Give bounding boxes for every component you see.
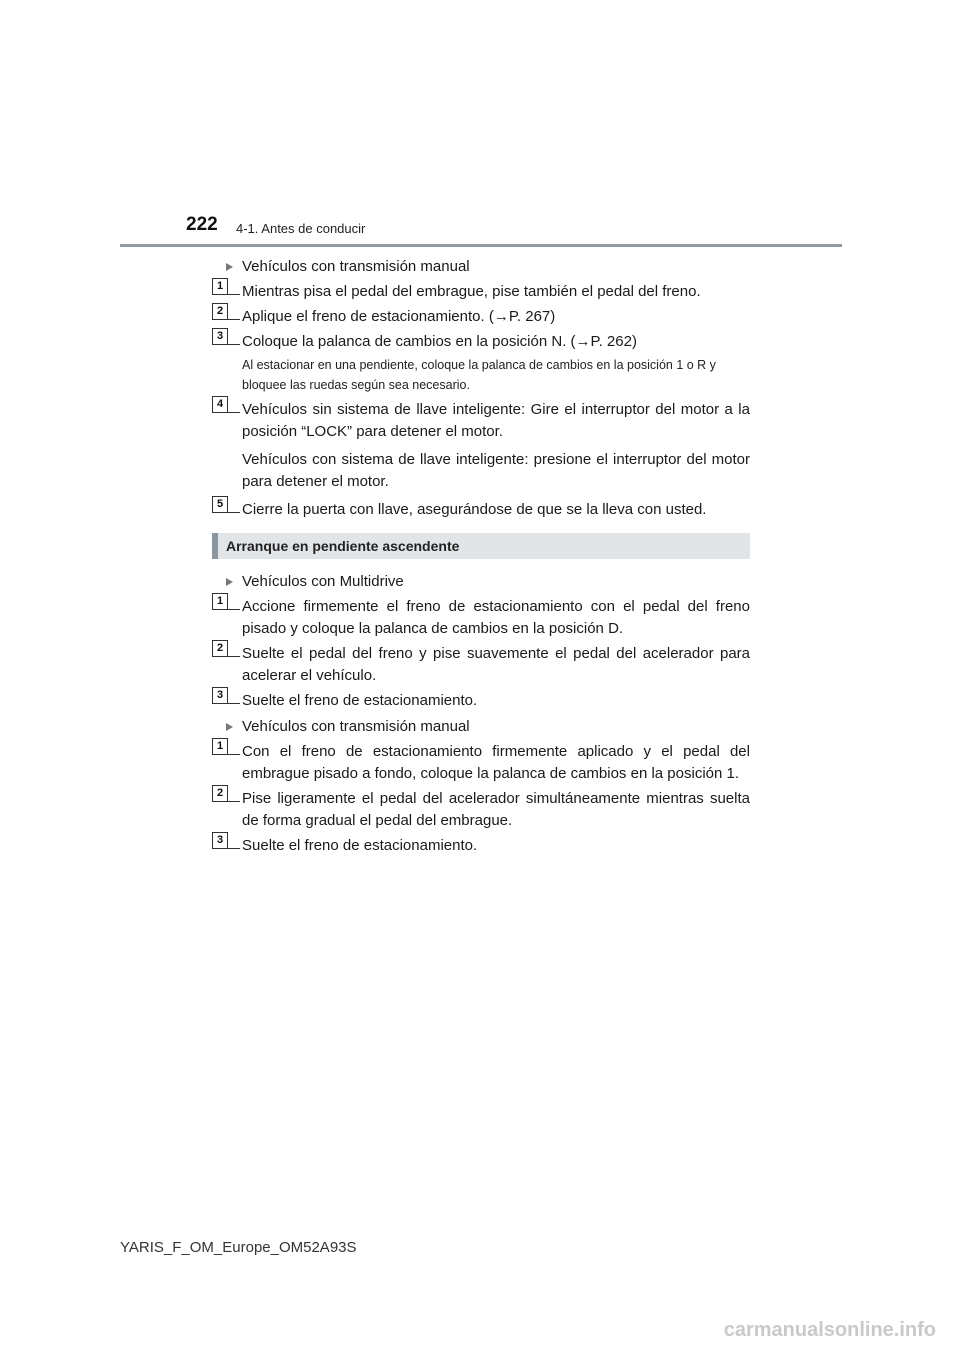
step-item: [212, 281, 750, 303]
step-number-icon: 2: [212, 640, 228, 657]
step-number-icon: 3: [212, 328, 228, 345]
step-number-icon: 2: [212, 785, 228, 802]
step-text: Mientras pisa el pedal del embrague, pise también el pedal del freno.: [242, 283, 701, 300]
step-text: Coloque la palanca de cambios en la posición N. (→P. 262): [242, 333, 637, 350]
step-number-icon: 1: [212, 738, 228, 755]
step-text: Con el freno de estacionamiento firmemente aplicado y el pedal del embrague pisado a fondo, coloque la palanca de cambios en la posición 1.: [242, 743, 750, 782]
subhead-manual-hill: Vehículos con transmisión manual: [212, 716, 750, 738]
step-number-icon: 5: [212, 496, 228, 513]
page-number: 222: [186, 214, 218, 235]
step-text: Accione firmemente el freno de estacionamiento con el pedal del freno pisado y coloque la palanca de cambios en la posición D.: [242, 598, 750, 637]
section-banner: Arranque en pendiente ascendente: [212, 533, 750, 559]
step-item: [212, 741, 750, 785]
page-header: [0, 0, 960, 250]
footer-doc-code: YARIS_F_OM_Europe_OM52A93S: [120, 1239, 357, 1256]
step-text: Suelte el pedal del freno y pise suavemente el pedal del acelerador para acelerar el vehículo.: [242, 645, 750, 684]
step-item: [212, 331, 750, 353]
step-item: [212, 788, 750, 832]
step-number-icon: 1: [212, 593, 228, 610]
triangle-bullet-icon: [226, 263, 233, 271]
step-number-icon: 4: [212, 396, 228, 413]
step-item: [212, 835, 750, 857]
section-title: 4-1. Antes de conducir: [236, 221, 366, 236]
step-text: Suelte el freno de estacionamiento.: [242, 692, 478, 709]
subhead-manual-parking: Vehículos con transmisión manual: [212, 256, 750, 278]
slope-note: Al estacionar en una pendiente, coloque la palanca de cambios en la posición 1 o R y bloquee las ruedas según sea necesario.: [242, 358, 716, 392]
step-text: Pise ligeramente el pedal del acelerador simultáneamente mientras suelta de forma gradual el pedal del embrague.: [242, 790, 750, 829]
step-text: Aplique el freno de estacionamiento. (→P. 267): [242, 308, 556, 325]
triangle-bullet-icon: [226, 578, 233, 586]
step-item: [212, 399, 750, 443]
step-item: [212, 690, 750, 712]
subhead-multidrive: Vehículos con Multidrive: [212, 571, 750, 593]
step-text: Suelte el freno de estacionamiento.: [242, 837, 478, 854]
step-text: Vehículos sin sistema de llave inteligente: Gire el interruptor del motor a la posición “LOCK” para detener el motor.: [242, 401, 750, 440]
step-item: [212, 499, 750, 521]
step-item: [212, 596, 750, 640]
step-number-icon: 3: [212, 687, 228, 704]
step-item: [212, 306, 750, 328]
step-number-icon: 2: [212, 303, 228, 320]
step-number-icon: 1: [212, 278, 228, 295]
watermark: carmanualsonline.info: [723, 1319, 936, 1341]
header-rule: [120, 244, 842, 247]
step-text: Cierre la puerta con llave, asegurándose de que se la lleva con usted.: [242, 501, 707, 518]
triangle-bullet-icon: [226, 723, 233, 731]
step-number-icon: 3: [212, 832, 228, 849]
page-content: [212, 252, 750, 859]
step-extra-text: Vehículos con sistema de llave inteligente: presione el interruptor del motor para detener el motor.: [242, 451, 750, 490]
step-item: [212, 643, 750, 687]
